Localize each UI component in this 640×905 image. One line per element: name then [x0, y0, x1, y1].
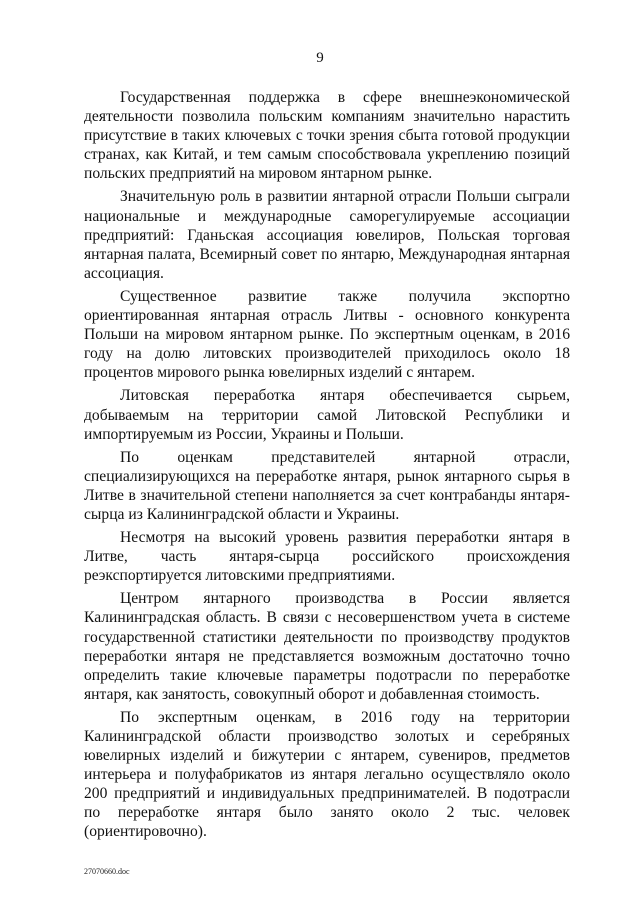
paragraph-4: Литовская переработка янтаря обеспечивается сырьем, добываемым на территории самой Литовской Республики и импортируемым из России, Украины и Польши.	[84, 387, 570, 443]
footer-filename: 27070660.doc	[84, 867, 130, 876]
paragraph-3: Существенное развитие также получила экспортно ориентированная янтарная отрасль Литвы - основного конкурента Польши на мировом янтарном рынке. По экспертным оценкам, в 2016 году на долю литовских производителей приходилось около 18 процентов мирового рынка ювелирных изделий с янтарем.	[84, 287, 570, 382]
paragraph-8: По экспертным оценкам, в 2016 году на территории Калининградской области производство золотых и серебряных ювелирных изделий и бижутерии с янтарем, сувениров, предметов интерьера и полуфабрикатов из янтаря легально осуществляло около 200 предприятий и индивидуальных предпринимателей. В подотрасли по переработке янтаря было занято около 2 тыс. человек (ориентировочно).	[84, 708, 570, 841]
paragraph-7: Центром янтарного производства в России является Калининградская область. В связи с несовершенством учета в системе государственной статистики деятельности по производству продуктов переработки янтаря не представляется возможным достаточно точно определить такие ключевые параметры подотрасли по переработке янтаря, как занятость, совокупный оборот и добавленная стоимость.	[84, 590, 570, 703]
paragraph-5: По оценкам представителей янтарной отрасли, специализирующихся на переработке янтаря, рынок янтарного сырья в Литве в значительной степени наполняется за счет контрабанды янтаря-сырца из Калининградской области и Украины.	[84, 448, 570, 523]
paragraph-1: Государственная поддержка в сфере внешнеэкономической деятельности позволила польским компаниям значительно нарастить присутствие в таких ключевых с точки зрения сбыта готовой продукции странах, как Китай, и тем самым способствовала укреплению позиций польских предприятий на мировом янтарном рынке.	[84, 89, 570, 183]
paragraph-6: Несмотря на высокий уровень развития переработки янтаря в Литве, часть янтаря-сырца российского происхождения реэкспортируется литовскими предприятиями.	[84, 529, 570, 585]
body-text	[84, 88, 570, 846]
paragraph-2: Значительную роль в развитии янтарной отрасли Польши сыграли национальные и международные саморегулируемые ассоциации предприятий: Гданьская ассоциация ювелиров, Польская торговая янтарная палата, Всемирный совет по янтарю, Международная янтарная ассоциация.	[84, 188, 570, 282]
page-number: 9	[316, 50, 324, 66]
